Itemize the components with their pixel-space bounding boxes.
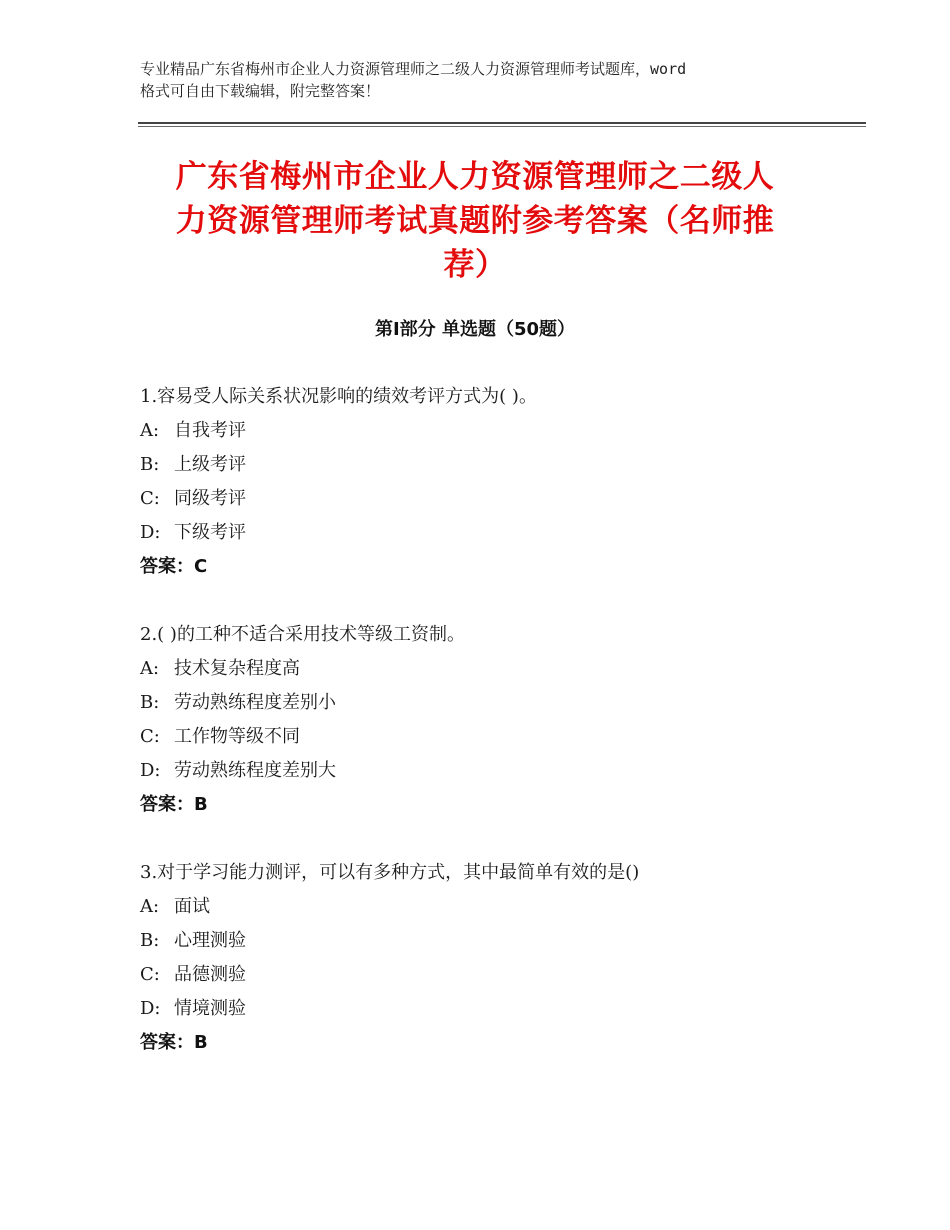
question-stem: 1.容易受人际关系状况影响的绩效考评方式为( )。	[140, 386, 537, 407]
option-text: 品德测验	[174, 964, 246, 985]
option-text: 面试	[174, 896, 210, 917]
option-text: 技术复杂程度高	[174, 658, 300, 679]
option-key: D:	[140, 998, 161, 1019]
option-key: D:	[140, 522, 161, 543]
option-d	[140, 516, 840, 550]
option-c	[140, 958, 840, 992]
header-note-line-2: 格式可自由下载编辑，附完整答案！	[140, 82, 381, 100]
option-key: C:	[140, 964, 160, 985]
option-c	[140, 482, 840, 516]
option-text: 心理测验	[174, 930, 246, 951]
option-a	[140, 652, 840, 686]
option-text: 工作物等级不同	[174, 726, 300, 747]
option-b	[140, 448, 840, 482]
document-title	[140, 155, 810, 287]
question-list	[140, 380, 840, 1094]
section-title: 第Ⅰ部分 单选题（50题）	[374, 319, 575, 340]
question-2	[140, 618, 840, 822]
option-key: B:	[140, 692, 160, 713]
header-divider-thin	[138, 126, 866, 127]
question-stem: 3.对于学习能力测评，可以有多种方式，其中最简单有效的是()	[140, 862, 640, 883]
option-a	[140, 890, 840, 924]
option-text: 劳动熟练程度差别小	[174, 692, 336, 713]
option-c	[140, 720, 840, 754]
option-text: 自我考评	[174, 420, 246, 441]
option-text: 劳动熟练程度差别大	[174, 760, 336, 781]
document-title-line-2: 力资源管理师考试真题附参考答案（名师推	[175, 203, 775, 239]
answer: 答案：B	[140, 1032, 208, 1053]
header-divider-thick	[138, 122, 866, 124]
question-3	[140, 856, 840, 1060]
option-b	[140, 924, 840, 958]
option-text: 同级考评	[174, 488, 246, 509]
option-d	[140, 992, 840, 1026]
option-key: A:	[140, 896, 160, 917]
option-text: 上级考评	[174, 454, 246, 475]
document-title-line-3: 荐）	[443, 247, 507, 283]
option-text: 情境测验	[174, 998, 246, 1019]
option-key: C:	[140, 726, 160, 747]
header-note-line-1: 专业精品广东省梅州市企业人力资源管理师之二级人力资源管理师考试题库，word	[140, 60, 687, 78]
option-key: B:	[140, 930, 160, 951]
option-b	[140, 686, 840, 720]
option-key: B:	[140, 454, 160, 475]
question-stem: 2.( )的工种不适合采用技术等级工资制。	[140, 624, 465, 645]
option-key: A:	[140, 658, 160, 679]
document-title-line-1: 广东省梅州市企业人力资源管理师之二级人	[175, 159, 775, 195]
header-note	[140, 58, 830, 102]
option-a	[140, 414, 840, 448]
answer: 答案：C	[140, 556, 208, 577]
option-d	[140, 754, 840, 788]
option-key: D:	[140, 760, 161, 781]
question-1	[140, 380, 840, 584]
answer: 答案：B	[140, 794, 208, 815]
option-text: 下级考评	[174, 522, 246, 543]
option-key: A:	[140, 420, 160, 441]
option-key: C:	[140, 488, 160, 509]
